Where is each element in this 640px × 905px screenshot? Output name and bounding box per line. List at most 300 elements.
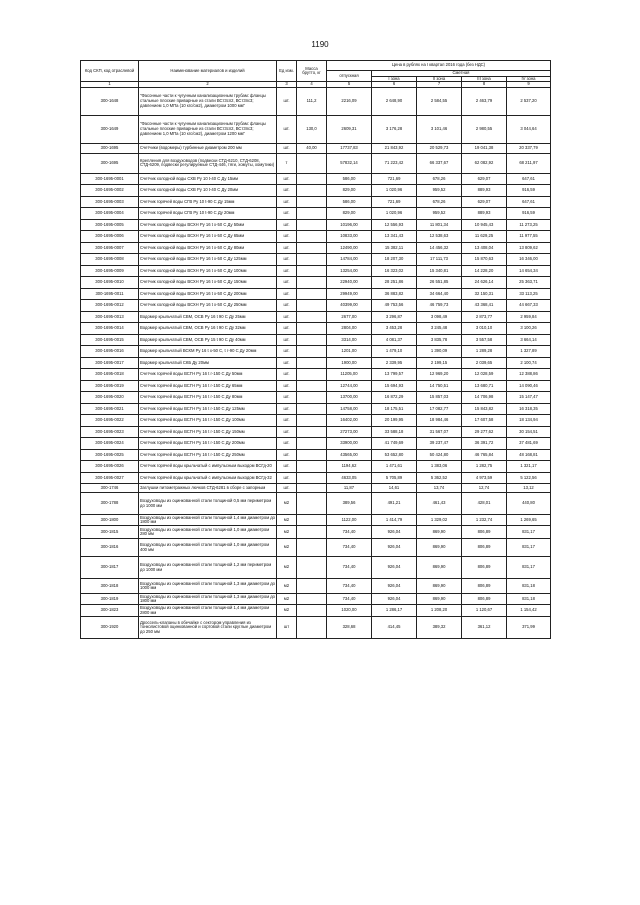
cell-mass: [297, 438, 327, 450]
cell-z4: 25 363,71: [507, 277, 551, 289]
cell-name: Счетчик горячей воды ВСГН Ру 16 t г-150 С Ду 150мм: [139, 426, 277, 438]
cell-z1: 15 382,11: [372, 242, 417, 254]
cell-z4: 916,59: [507, 208, 551, 220]
cell-z2: 5 362,52: [417, 472, 462, 484]
table-row: [81, 392, 551, 404]
cell-z3: 806,89: [462, 579, 507, 594]
cell-code: 300-1695-0007: [81, 242, 139, 254]
cell-code: 300-1695-0013: [81, 311, 139, 323]
cell-z3: 11 629,25: [462, 231, 507, 243]
cell-z1: 3 176,28: [372, 115, 417, 143]
cell-z3: 10 945,43: [462, 219, 507, 231]
cell-z4: 16 318,35: [507, 403, 551, 415]
cell-code: 300-1695-0005: [81, 219, 139, 231]
cell-z2: 15 340,81: [417, 265, 462, 277]
cell-z2: 11 801,34: [417, 219, 462, 231]
cell-z3: 3 557,58: [462, 334, 507, 346]
cell-mass: [297, 594, 327, 605]
cell-z1: 53 652,80: [372, 449, 417, 461]
cell-p: 328,68: [327, 617, 372, 639]
cell-unit: шт.: [277, 288, 297, 300]
cell-z4: 3 044,64: [507, 115, 551, 143]
cell-z4: 33 113,25: [507, 288, 551, 300]
cell-mass: [297, 526, 327, 539]
cell-z2: 1 390,09: [417, 346, 462, 358]
table-row: [81, 472, 551, 484]
cell-unit: шт.: [277, 196, 297, 208]
cell-code: 300-1649: [81, 115, 139, 143]
cell-name: Счетчик горячей воды крыльчатый с импульсным выходом ВСГд-20: [139, 461, 277, 473]
cell-z3: 806,89: [462, 557, 507, 579]
cell-p: 43565,00: [327, 449, 372, 461]
cell-name: Водомер крыльчатый СВМ, ОСВ Ру 15 t 90 С Ду 40мм: [139, 334, 277, 346]
cell-mass: [297, 173, 327, 185]
cell-z4: 13,12: [507, 484, 551, 493]
cell-z4: 3 664,14: [507, 334, 551, 346]
cell-mass: [297, 219, 327, 231]
cell-z3: 13 408,04: [462, 242, 507, 254]
cell-z4: 13 809,62: [507, 242, 551, 254]
cell-p: 4633,05: [327, 472, 372, 484]
cell-z4: 12 388,86: [507, 369, 551, 381]
cell-mass: [297, 605, 327, 617]
header-unit: Ед изм.: [277, 61, 297, 82]
cell-name: Счетчик горячей воды СГВ Ру 10 t-90 С Ду 15мм: [139, 196, 277, 208]
cell-unit: шт.: [277, 311, 297, 323]
table-row: [81, 346, 551, 358]
cell-name: Счетчик холодной воды ВСХН Ру 16 t x-50 С Ду 200мм: [139, 288, 277, 300]
cell-unit: шт.: [277, 392, 297, 404]
cell-z4: 647,61: [507, 173, 551, 185]
cell-z2: 13,74: [417, 484, 462, 493]
cell-unit: шт.: [277, 334, 297, 346]
cell-p: 586,00: [327, 173, 372, 185]
cell-name: Счетчик холодной воды ВСХН Ру 16 t x-50 С Ду 50мм: [139, 219, 277, 231]
cell-z1: 41 749,69: [372, 438, 417, 450]
cell-p: 17737,83: [327, 143, 372, 153]
header-zone-2: II зона: [417, 76, 462, 82]
cell-z1: 926,04: [372, 557, 417, 579]
cell-unit: шт.: [277, 300, 297, 312]
table-row: [81, 579, 551, 594]
cell-mass: [297, 334, 327, 346]
table-row: [81, 277, 551, 289]
cell-code: 300-1695-0015: [81, 334, 139, 346]
cell-mass: [297, 484, 327, 493]
cell-z1: 926,04: [372, 539, 417, 557]
cell-mass: [297, 288, 327, 300]
header-zone-4: IV зона: [507, 76, 551, 82]
cell-z1: 18 207,30: [372, 254, 417, 266]
cell-z4: 916,59: [507, 185, 551, 197]
table-row: [81, 196, 551, 208]
col-number: 2: [139, 82, 277, 88]
cell-z4: 11 273,25: [507, 219, 551, 231]
cell-code: 300-1695-0008: [81, 254, 139, 266]
cell-mass: [297, 254, 327, 266]
cell-z3: 17 607,58: [462, 415, 507, 427]
cell-name: Дроссель-клапаны в обечайке с сектором управления из тонколистовой оцинкованной и сортовой стали круглые диаметром до 250 мм: [139, 617, 277, 639]
table-row: [81, 288, 551, 300]
cell-p: 2804,00: [327, 323, 372, 335]
cell-name: Воздуховоды из оцинкованной стали толщиной 1,3 мм диаметром до 1000 мм: [139, 579, 277, 594]
cell-mass: [297, 231, 327, 243]
cell-z1: 3 296,87: [372, 311, 417, 323]
cell-z2: 1 329,02: [417, 515, 462, 526]
col-number: 7: [417, 82, 462, 88]
header-mass: Масса брутто, кг: [297, 61, 327, 82]
cell-p: 11205,00: [327, 369, 372, 381]
cell-z2: 869,90: [417, 579, 462, 594]
cell-z2: 959,52: [417, 185, 462, 197]
cell-name: Водомер крыльчатый ВСКМ Ру 16 t x-50 С, t г-90 С Ду 20мм: [139, 346, 277, 358]
cell-mass: [297, 323, 327, 335]
cell-p: 1201,00: [327, 346, 372, 358]
header-price-title: Цена в рублях на I квартал 2016 года (без НДС): [327, 61, 551, 71]
cell-code: 300-1695-0020: [81, 392, 139, 404]
cell-mass: 40,00: [297, 143, 327, 153]
cell-code: 300-1823: [81, 605, 139, 617]
cell-z4: 16 346,00: [507, 254, 551, 266]
cell-p: 12744,00: [327, 380, 372, 392]
cell-code: 300-1695-0017: [81, 357, 139, 369]
cell-mass: [297, 300, 327, 312]
cell-z1: 14,61: [372, 484, 417, 493]
col-number: 4: [297, 82, 327, 88]
cell-name: Счетчик горячей воды крыльчатый с импульсным выходом ВСГд-32: [139, 472, 277, 484]
cell-mass: [297, 311, 327, 323]
cell-name: Воздуховоды из оцинкованной стали толщиной 1,3 мм диаметром до 1800 мм: [140, 593, 276, 604]
cell-mass: [297, 185, 327, 197]
cell-code: 300-1695-0011: [81, 288, 139, 300]
cell-z2: 1 208,20: [417, 605, 462, 617]
cell-code: 300-1695-0003: [81, 196, 139, 208]
cell-name: Водомер крыльчатый СВМ, ОСВ Ру 16 t 90 С Ду 25мм: [139, 311, 277, 323]
cell-z4: 48 168,81: [507, 449, 551, 461]
cell-z3: 889,93: [462, 185, 507, 197]
cell-unit: шт.: [277, 115, 297, 143]
cell-code: 300-1815: [81, 526, 139, 539]
cell-code: 300-1695-0016: [81, 346, 139, 358]
page-number: 1190: [311, 40, 329, 49]
cell-unit: шт.: [277, 143, 297, 153]
cell-z3: 2 463,79: [462, 87, 507, 115]
cell-mass: [297, 346, 327, 358]
cell-unit: шт.: [277, 254, 297, 266]
cell-unit: шт.: [277, 357, 297, 369]
cell-z1: 1 020,96: [372, 185, 417, 197]
cell-p: 3314,00: [327, 334, 372, 346]
col-number: 8: [462, 82, 507, 88]
cell-z2: 1 383,06: [417, 461, 462, 473]
cell-z2: 17 111,73: [417, 254, 462, 266]
cell-code: 300-1648: [81, 87, 139, 115]
cell-name: Счетчик холодной воды ВСХН Ру 16 t x-50 С Ду 250мм: [139, 300, 277, 312]
cell-p: 734,40: [327, 539, 372, 557]
cell-unit: шт.: [277, 346, 297, 358]
cell-p: 586,00: [327, 196, 372, 208]
cell-name: Воздуховоды из оцинкованной стали толщиной 1,0 мм диаметром 400 мм: [139, 539, 277, 557]
cell-unit: шт.: [277, 185, 297, 197]
cell-z1: 49 753,56: [372, 300, 417, 312]
cell-z3: 4 973,59: [462, 472, 507, 484]
cell-code: 300-1816: [81, 539, 139, 557]
cell-z4: 11 977,55: [507, 231, 551, 243]
cell-z3: 24 626,14: [462, 277, 507, 289]
header-smetnaya: Сметная: [372, 71, 551, 77]
cell-z1: 2 339,95: [372, 357, 417, 369]
cell-z2: 12 969,20: [417, 369, 462, 381]
cell-z1: 71 223,42: [372, 153, 417, 173]
cell-mass: [297, 153, 327, 173]
cell-code: 300-1695-0014: [81, 323, 139, 335]
cell-z3: 29 277,62: [462, 426, 507, 438]
table-row: [81, 219, 551, 231]
cell-z4: 371,99: [507, 617, 551, 639]
cell-z4: 831,17: [507, 526, 551, 539]
table-row: [81, 173, 551, 185]
cell-z3: 46 765,84: [462, 449, 507, 461]
cell-unit: шт.: [277, 87, 297, 115]
cell-unit: шт.: [277, 369, 297, 381]
cell-code: 300-1695: [81, 143, 139, 153]
cell-z2: 34 664,40: [417, 288, 462, 300]
cell-name: Счетчик горячей воды ВСГН Ру 16 t г-150 С Ду 80мм: [139, 392, 277, 404]
cell-name: Счетчик горячей воды СГВ Ру 10 t-90 С Ду 20мм: [139, 208, 277, 220]
table-row: [81, 557, 551, 579]
cell-unit: шт.: [277, 438, 297, 450]
cell-p: 13254,00: [327, 265, 372, 277]
cell-z2: 869,90: [417, 539, 462, 557]
cell-p: 2677,00: [327, 311, 372, 323]
cell-z2: 14 750,51: [417, 380, 462, 392]
cell-unit: шт.: [277, 208, 297, 220]
cell-code: 300-1695-0006: [81, 231, 139, 243]
cell-z2: 66 337,67: [417, 153, 462, 173]
cell-z3: 428,01: [462, 493, 507, 515]
cell-unit: шт.: [277, 231, 297, 243]
cell-code: 300-1788: [81, 493, 139, 515]
cell-z1: 21 843,92: [372, 143, 417, 153]
table-row: [81, 208, 551, 220]
cell-z1: 1 020,96: [372, 208, 417, 220]
col-number: 9: [507, 82, 551, 88]
cell-z4: 2 537,20: [507, 87, 551, 115]
cell-z4: 440,80: [507, 493, 551, 515]
cell-z2: 3 835,78: [417, 334, 462, 346]
cell-mass: [297, 493, 327, 515]
cell-z2: 678,26: [417, 196, 462, 208]
cell-p: 13700,00: [327, 392, 372, 404]
cell-z4: 20 337,79: [507, 143, 551, 153]
table-row: [81, 357, 551, 369]
cell-z3: 806,89: [462, 526, 507, 539]
cell-z3: 1 289,28: [462, 346, 507, 358]
cell-z3: 13 680,71: [462, 380, 507, 392]
cell-z3: 62 082,92: [462, 153, 507, 173]
cell-code: 300-1695-0022: [81, 415, 139, 427]
cell-z3: 806,89: [462, 594, 507, 605]
table-row: [81, 403, 551, 415]
cell-z4: 44 667,33: [507, 300, 551, 312]
cell-name: Счетчик холодной воды ВСХН Ру 16 t x-50 С Ду 150мм: [139, 277, 277, 289]
cell-z4: 1 269,65: [507, 515, 551, 526]
cell-z2: 869,90: [417, 594, 462, 605]
table-row: [81, 323, 551, 335]
cell-code: 300-1695: [81, 153, 139, 173]
cell-z4: 15 147,47: [507, 392, 551, 404]
cell-mass: [297, 426, 327, 438]
cell-mass: 130,0: [297, 115, 327, 143]
cell-p: 734,40: [327, 594, 372, 605]
cell-z3: 1 232,74: [462, 515, 507, 526]
cell-z1: 18 175,51: [372, 403, 417, 415]
cell-code: 300-1695-0001: [81, 173, 139, 185]
cell-z1: 13 799,57: [372, 369, 417, 381]
cell-p: 10833,00: [327, 231, 372, 243]
cell-p: 2609,31: [327, 115, 372, 143]
cell-z4: 2 959,84: [507, 311, 551, 323]
cell-z1: 16 323,02: [372, 265, 417, 277]
cell-code: 300-1695-0004: [81, 208, 139, 220]
cell-z1: 721,69: [372, 196, 417, 208]
cell-z2: 389,32: [417, 617, 462, 639]
cell-name: "Фасонные части к чугунным канализационным трубам: фланцы стальные плоские приварные из стали ВСт3сп2, ВСт3пс3; давлением 1,0 МПа (10 кгс/см2), диаметром 1000 мм": [139, 87, 277, 115]
cell-mass: [297, 196, 327, 208]
cell-z4: 1 321,17: [507, 461, 551, 473]
cell-p: 16402,00: [327, 415, 372, 427]
table-row: [81, 311, 551, 323]
cell-z1: 491,21: [372, 493, 417, 515]
cell-name: Водомер крыльчатый СВМ, ОСВ Ру 16 t 90 С Ду 32мм: [139, 323, 277, 335]
cell-name: Счетчик холодной воды ВСХН Ру 16 t x-50 С Ду 80мм: [139, 242, 277, 254]
cell-name: Воздуховоды из оцинкованной стали толщиной 1,4 мм диаметром 2800 мм: [139, 605, 277, 617]
cell-z1: 5 705,89: [372, 472, 417, 484]
table-row: [81, 265, 551, 277]
cell-z4: 37 481,69: [507, 438, 551, 450]
cell-z1: 36 883,82: [372, 288, 417, 300]
cell-z4: 2 100,74: [507, 357, 551, 369]
table-row: [81, 484, 551, 493]
cell-z3: 3 010,10: [462, 323, 507, 335]
cell-z3: 32 150,31: [462, 288, 507, 300]
cell-z3: 629,07: [462, 173, 507, 185]
cell-p: 734,40: [327, 526, 372, 539]
cell-name: Счетчик горячей воды ВСГН Ру 16 t г-150 С Ду 50мм: [139, 369, 277, 381]
table-row: [81, 605, 551, 617]
cell-z2: 869,90: [417, 526, 462, 539]
cell-code: 300-1818: [81, 579, 139, 594]
cell-z2: 3 101,46: [417, 115, 462, 143]
cell-z1: 20 199,95: [372, 415, 417, 427]
cell-z4: 831,17: [507, 557, 551, 579]
cell-code: 300-1746: [81, 484, 139, 493]
cell-unit: м2: [277, 594, 297, 605]
cell-z1: 33 588,18: [372, 426, 417, 438]
cell-z2: 15 857,03: [417, 392, 462, 404]
cell-z3: 12 028,59: [462, 369, 507, 381]
cell-name: Воздуховоды из оцинкованной стали толщиной 1,2 мм периметром до 1000 мм: [139, 557, 277, 579]
cell-z1: 4 081,37: [372, 334, 417, 346]
cell-code: 300-1695-0010: [81, 277, 139, 289]
cell-z3: 2 873,77: [462, 311, 507, 323]
cell-name: Счетчик холодной воды ВСХН Ру 16 t x-50 С Ду 100мм: [139, 265, 277, 277]
header-zone-3: III зона: [462, 76, 507, 82]
header-code: Код СКП, код отраслевой: [81, 61, 139, 82]
cell-name: Счетчик холодной воды ВСХН Ру 16 t x-50 С Ду 65мм: [139, 231, 277, 243]
cell-mass: [297, 392, 327, 404]
header-zone-1: I зона: [372, 76, 417, 82]
cell-z1: 1 479,10: [372, 346, 417, 358]
cell-mass: 111,2: [297, 87, 327, 115]
cell-code: 300-1800: [81, 515, 139, 526]
cell-z1: 3 453,28: [372, 323, 417, 335]
cell-z1: 13 341,43: [372, 231, 417, 243]
table-row: [81, 426, 551, 438]
cell-mass: [297, 369, 327, 381]
cell-z4: 18 134,94: [507, 415, 551, 427]
cell-z1: 926,04: [372, 579, 417, 594]
cell-z2: 12 538,63: [417, 231, 462, 243]
cell-p: 734,40: [327, 557, 372, 579]
cell-mass: [297, 357, 327, 369]
cell-unit: шт.: [277, 415, 297, 427]
cell-name: Воздуховоды из оцинкованной стали толщиной 0,5 мм периметром до 1000 мм: [139, 493, 277, 515]
cell-z1: 1 286,17: [372, 605, 417, 617]
cell-mass: [297, 403, 327, 415]
cell-z2: 2 199,15: [417, 357, 462, 369]
cell-z3: 2 039,65: [462, 357, 507, 369]
cell-code: 300-1695-0012: [81, 300, 139, 312]
cell-name: Счетчик горячей воды ВСГН Ру 16 t г-150 С Ду 250мм: [139, 449, 277, 461]
table-row: [81, 254, 551, 266]
cell-z3: 12,74: [462, 484, 507, 493]
cell-code: 300-1695-0027: [81, 472, 139, 484]
cell-unit: шт.: [277, 323, 297, 335]
table-row: [81, 300, 551, 312]
cell-z3: 14 228,20: [462, 265, 507, 277]
cell-mass: [297, 539, 327, 557]
cell-p: 1900,00: [327, 357, 372, 369]
cell-z3: 1 120,67: [462, 605, 507, 617]
cell-unit: шт.: [277, 242, 297, 254]
cell-unit: шт.: [277, 380, 297, 392]
cell-p: 57832,14: [327, 153, 372, 173]
cell-z2: 50 424,80: [417, 449, 462, 461]
cell-unit: м2: [277, 605, 297, 617]
cell-z2: 20 529,73: [417, 143, 462, 153]
table-row: [81, 493, 551, 515]
table-row: [81, 594, 551, 605]
cell-p: 29949,00: [327, 288, 372, 300]
cell-p: 14758,00: [327, 403, 372, 415]
cell-p: 22940,00: [327, 277, 372, 289]
table-row: [81, 242, 551, 254]
col-number: 3: [277, 82, 297, 88]
cell-z2: 3 245,48: [417, 323, 462, 335]
cell-z4: 1 327,89: [507, 346, 551, 358]
cell-p: 829,00: [327, 208, 372, 220]
cell-unit: т: [277, 153, 297, 173]
cell-mass: [297, 617, 327, 639]
cell-unit: шт: [277, 617, 297, 639]
table-row: [81, 87, 551, 115]
cell-p: 40399,00: [327, 300, 372, 312]
table-row: [81, 526, 551, 539]
cell-unit: шт.: [277, 277, 297, 289]
cell-z2: 39 237,47: [417, 438, 462, 450]
cell-code: 300-1819: [81, 594, 139, 605]
